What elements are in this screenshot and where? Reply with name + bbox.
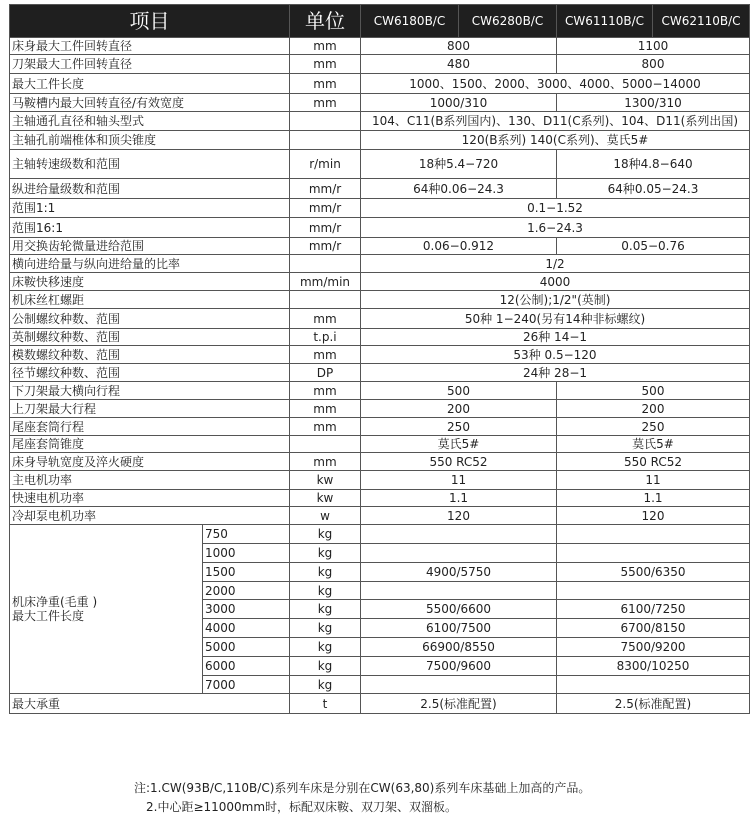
table-row — [10, 74, 750, 94]
spec-name: 机床丝杠螺距 — [10, 291, 290, 309]
table-row — [10, 112, 750, 131]
spec-value-110: 莫氏5# — [557, 436, 750, 453]
spec-value-110: 11 — [557, 471, 750, 490]
table-row — [10, 55, 750, 74]
spec-name: 范围1:1 — [10, 199, 290, 218]
table-row — [10, 418, 750, 436]
weight-length: 1500 — [203, 563, 290, 582]
weight-unit: kg — [290, 600, 361, 619]
spec-name: 马鞍槽内最大回转直径/有效宽度 — [10, 94, 290, 112]
note-2: 2.中心距≥11000mm时，标配双床鞍、双刀架、双溜板。 — [146, 800, 458, 814]
spec-unit — [290, 131, 361, 150]
spec-value-110: 64种0.05−24.3 — [557, 179, 750, 199]
spec-value-80: 550 RC52 — [361, 453, 557, 471]
table-row — [10, 309, 750, 329]
spec-unit — [290, 436, 361, 453]
spec-value-all: 1/2 — [361, 255, 750, 273]
spec-value-80: 800 — [361, 38, 557, 55]
weight-value-80: 66900/8550 — [361, 638, 557, 657]
weight-value-80: 6100/7500 — [361, 619, 557, 638]
table-row — [10, 490, 750, 507]
spec-table — [9, 4, 750, 714]
spec-name: 模数螺纹种数、范围 — [10, 346, 290, 364]
weight-value-110: 6700/8150 — [557, 619, 750, 638]
weight-value-110 — [557, 525, 750, 544]
header-unit: 单位 — [290, 5, 361, 38]
spec-unit: mm/r — [290, 179, 361, 199]
spec-unit: mm/r — [290, 238, 361, 255]
spec-name: 主电机功率 — [10, 471, 290, 490]
spec-value-80: 250 — [361, 418, 557, 436]
spec-value-all: 4000 — [361, 273, 750, 291]
spec-unit: r/min — [290, 150, 361, 179]
weight-unit: kg — [290, 676, 361, 694]
notes — [0, 779, 750, 817]
weight-value-110: 7500/9200 — [557, 638, 750, 657]
spec-name: 床鞍快移速度 — [10, 273, 290, 291]
spec-value-all: 24种 28−1 — [361, 364, 750, 382]
weight-value-80: 4900/5750 — [361, 563, 557, 582]
spec-name: 径节螺纹种数、范围 — [10, 364, 290, 382]
spec-value-80: 18种5.4−720 — [361, 150, 557, 179]
weight-value-110 — [557, 582, 750, 600]
spec-unit: t.p.i — [290, 329, 361, 346]
weight-label — [10, 525, 203, 694]
table-row — [10, 131, 750, 150]
spec-unit: mm — [290, 55, 361, 74]
spec-name: 刀架最大工件回转直径 — [10, 55, 290, 74]
weight-length: 7000 — [203, 676, 290, 694]
table-row — [10, 179, 750, 199]
spec-value-80: 1.1 — [361, 490, 557, 507]
table-row — [10, 94, 750, 112]
spec-unit: kw — [290, 471, 361, 490]
weight-length: 750 — [203, 525, 290, 544]
spec-value-all: 12(公制);1/2"(英制) — [361, 291, 750, 309]
weight-length: 5000 — [203, 638, 290, 657]
spec-value-all: 50种 1−240(另有14种非标螺纹) — [361, 309, 750, 329]
spec-name: 用交换齿轮微量进给范围 — [10, 238, 290, 255]
weight-value-80 — [361, 582, 557, 600]
spec-value-80: 500 — [361, 382, 557, 400]
spec-value-80: 120 — [361, 507, 557, 525]
weight-unit: kg — [290, 582, 361, 600]
weight-unit: kg — [290, 638, 361, 657]
spec-unit — [290, 255, 361, 273]
spec-unit: mm — [290, 453, 361, 471]
weight-unit: kg — [290, 544, 361, 563]
table-row — [10, 694, 750, 714]
spec-name: 床身最大工件回转直径 — [10, 38, 290, 55]
spec-value-all: 104、C11(B系列国内)、130、D11(C系列)、104、D11(系列出国) — [361, 112, 750, 131]
spec-name: 主轴通孔直径和轴头型式 — [10, 112, 290, 131]
header-row — [10, 5, 750, 38]
table-row — [10, 382, 750, 400]
spec-unit: mm — [290, 74, 361, 94]
spec-unit: mm/min — [290, 273, 361, 291]
weight-unit: kg — [290, 619, 361, 638]
table-row — [10, 329, 750, 346]
spec-value-80: 64种0.06−24.3 — [361, 179, 557, 199]
maxload-unit: t — [290, 694, 361, 714]
spec-name: 横向进给量与纵向进给量的比率 — [10, 255, 290, 273]
spec-value-all: 53种 0.5−120 — [361, 346, 750, 364]
spec-value-all: 0.1−1.52 — [361, 199, 750, 218]
table-row — [10, 400, 750, 418]
spec-value-80: 11 — [361, 471, 557, 490]
spec-value-80: 480 — [361, 55, 557, 74]
spec-name: 主轴孔前端椎体和顶尖锥度 — [10, 131, 290, 150]
weight-value-110 — [557, 544, 750, 563]
spec-value-110: 120 — [557, 507, 750, 525]
header-model-4: CW62110B/C — [653, 5, 750, 38]
spec-name: 纵进给量级数和范围 — [10, 179, 290, 199]
table-row — [10, 150, 750, 179]
spec-name: 冷却泵电机功率 — [10, 507, 290, 525]
table-row — [10, 471, 750, 490]
table-row — [10, 507, 750, 525]
spec-unit: kw — [290, 490, 361, 507]
spec-name: 范围16:1 — [10, 218, 290, 238]
header-model-3: CW61110B/C — [557, 5, 653, 38]
weight-value-110 — [557, 676, 750, 694]
spec-name: 上刀架最大行程 — [10, 400, 290, 418]
table-row — [10, 436, 750, 453]
maxload-value-110: 2.5(标准配置) — [557, 694, 750, 714]
spec-value-all: 1.6−24.3 — [361, 218, 750, 238]
weight-value-80: 7500/9600 — [361, 657, 557, 676]
weight-length: 1000 — [203, 544, 290, 563]
header-item: 项目 — [10, 5, 290, 38]
spec-value-80: 0.06−0.912 — [361, 238, 557, 255]
weight-length: 4000 — [203, 619, 290, 638]
spec-name: 最大工件长度 — [10, 74, 290, 94]
maxload-value-80: 2.5(标准配置) — [361, 694, 557, 714]
spec-value-110: 200 — [557, 400, 750, 418]
weight-length: 2000 — [203, 582, 290, 600]
spec-value-110: 500 — [557, 382, 750, 400]
weight-unit: kg — [290, 657, 361, 676]
spec-name: 快速电机功率 — [10, 490, 290, 507]
weight-value-110: 8300/10250 — [557, 657, 750, 676]
spec-unit: mm — [290, 38, 361, 55]
spec-unit: mm — [290, 94, 361, 112]
weight-unit: kg — [290, 563, 361, 582]
spec-name: 下刀架最大横向行程 — [10, 382, 290, 400]
spec-name: 尾座套筒行程 — [10, 418, 290, 436]
spec-unit: mm — [290, 309, 361, 329]
spec-value-110: 800 — [557, 55, 750, 74]
spec-value-110: 1100 — [557, 38, 750, 55]
weight-value-80 — [361, 544, 557, 563]
table-row — [10, 346, 750, 364]
spec-name: 主轴转速级数和范围 — [10, 150, 290, 179]
weight-value-80: 5500/6600 — [361, 600, 557, 619]
weight-label-net: 机床净重(毛重 ) — [12, 595, 98, 609]
weight-value-110: 6100/7250 — [557, 600, 750, 619]
spec-value-all: 26种 14−1 — [361, 329, 750, 346]
spec-unit: mm — [290, 400, 361, 418]
weight-value-80 — [361, 676, 557, 694]
maxload-name: 最大承重 — [10, 694, 290, 714]
table-row — [10, 199, 750, 218]
spec-value-80: 200 — [361, 400, 557, 418]
weight-length: 3000 — [203, 600, 290, 619]
spec-value-80: 莫氏5# — [361, 436, 557, 453]
weight-unit: kg — [290, 525, 361, 544]
spec-unit: mm — [290, 382, 361, 400]
spec-name: 公制螺纹种数、范围 — [10, 309, 290, 329]
spec-value-all: 120(B系列) 140(C系列)、莫氏5# — [361, 131, 750, 150]
table-row — [10, 453, 750, 471]
spec-name: 尾座套筒锥度 — [10, 436, 290, 453]
spec-value-110: 250 — [557, 418, 750, 436]
spec-value-80: 1000/310 — [361, 94, 557, 112]
spec-unit — [290, 112, 361, 131]
spec-value-110: 0.05−0.76 — [557, 238, 750, 255]
spec-unit: mm — [290, 418, 361, 436]
spec-name: 床身导轨宽度及淬火硬度 — [10, 453, 290, 471]
table-row — [10, 238, 750, 255]
spec-body — [10, 38, 750, 714]
header-model-2: CW6280B/C — [459, 5, 557, 38]
spec-value-all: 1000、1500、2000、3000、4000、5000−14000 — [361, 74, 750, 94]
spec-value-110: 18种4.8−640 — [557, 150, 750, 179]
spec-unit: DP — [290, 364, 361, 382]
spec-unit: mm/r — [290, 199, 361, 218]
spec-unit — [290, 291, 361, 309]
spec-unit: mm/r — [290, 218, 361, 238]
spec-unit: w — [290, 507, 361, 525]
table-row — [10, 291, 750, 309]
table-row — [10, 525, 750, 544]
table-row — [10, 38, 750, 55]
spec-value-110: 550 RC52 — [557, 453, 750, 471]
spec-value-110: 1.1 — [557, 490, 750, 507]
weight-label-length: 最大工件长度 — [12, 609, 85, 623]
table-row — [10, 273, 750, 291]
header-model-1: CW6180B/C — [361, 5, 459, 38]
table-row — [10, 364, 750, 382]
weight-value-80 — [361, 525, 557, 544]
weight-length: 6000 — [203, 657, 290, 676]
table-row — [10, 255, 750, 273]
spec-value-110: 1300/310 — [557, 94, 750, 112]
spec-unit: mm — [290, 346, 361, 364]
spec-name: 英制螺纹种数、范围 — [10, 329, 290, 346]
note-1: 注:1.CW(93B/C,110B/C)系列车床是分别在CW(63,80)系列车床基础上加高的产品。 — [134, 781, 591, 795]
table-row — [10, 218, 750, 238]
weight-value-110: 5500/6350 — [557, 563, 750, 582]
